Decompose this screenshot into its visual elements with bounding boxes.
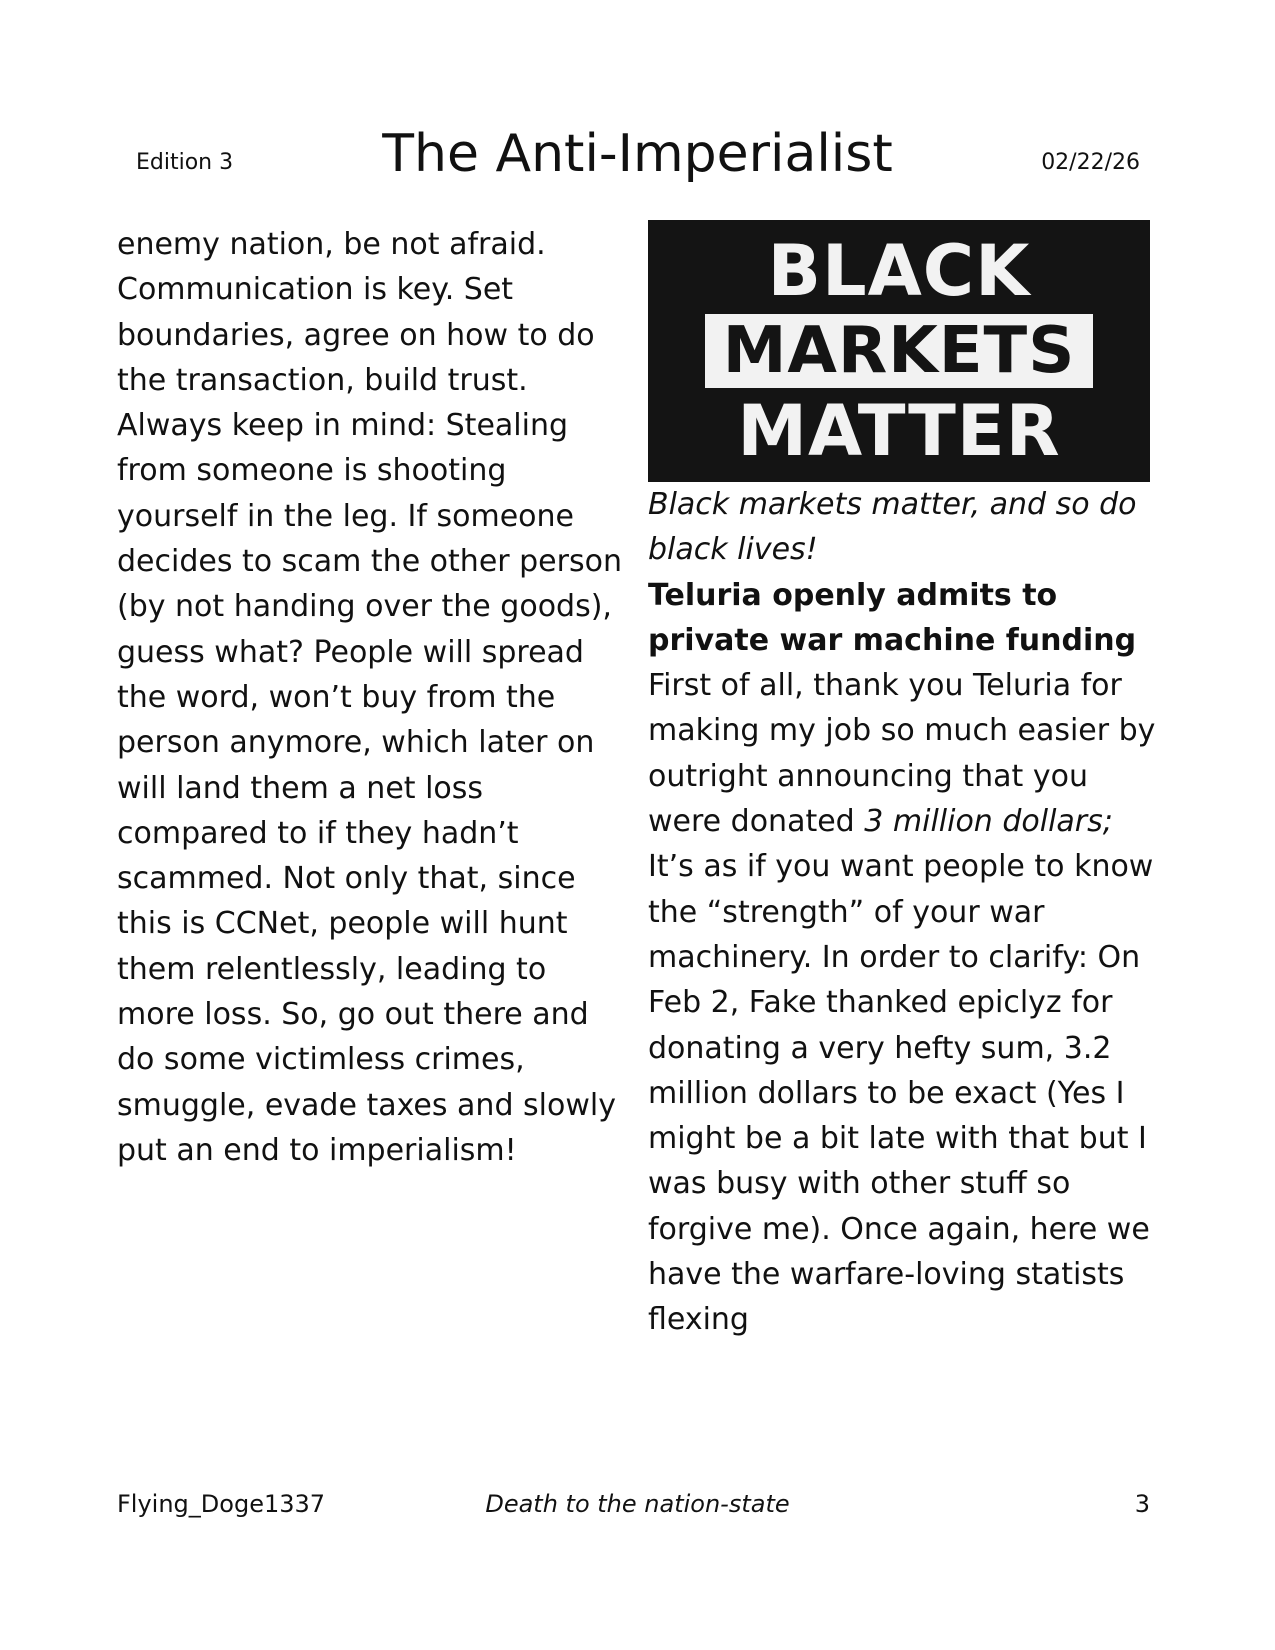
page-footer: [0, 1490, 1275, 1530]
article-body-end: It’s as if you want people to know the “strength” of your war machinery. In order to clarify: On Feb 2, Fake thanked epiclyz for donating a very hefty sum, 3.2 million dollars to be exact (Yes I might be a bit late with that but I was busy with other stuff so forgive me). Once again, here we have the warfare-loving statists flexing: [648, 849, 1154, 1338]
article-body-start: First of all, thank you Teluria for making my job so much easier by outright announcing that you were donated: [648, 668, 1156, 840]
left-column: [117, 222, 627, 1173]
issue-date: 02/22/26: [1041, 150, 1140, 175]
image-line-2: MARKETS: [705, 314, 1094, 388]
article-body-emphasis: 3 million dollars;: [864, 804, 1113, 840]
image-caption: Black markets matter, and so do black lives!: [648, 487, 1137, 568]
page-header: [0, 0, 1275, 210]
author-name: Flying_Doge1337: [117, 1490, 326, 1518]
image-line-1: BLACK: [767, 230, 1031, 312]
black-markets-matter-image: [648, 220, 1150, 482]
right-column: [648, 222, 1158, 1343]
footer-motto: Death to the nation-state: [485, 1490, 790, 1518]
article-headline: Teluria openly admits to private war machine funding: [648, 577, 1137, 658]
left-column-text: enemy nation, be not afraid. Communication is key. Set boundaries, agree on how to do the transaction, build trust. Always keep in mind: Stealing from someone is shooting yourself in the leg. If someone decides to scam the other person (by not handing over the goods), guess what? People will spread the word, won’t buy from the person anymore, which later on will land them a net loss compared to if they hadn’t scammed. Not only that, since this is CCNet, people will hunt them relentlessly, leading to more loss. So, go out there and do some victimless crimes, smuggle, evade taxes and slowly put an end to imperialism!: [117, 227, 622, 1168]
edition-label: Edition 3: [136, 150, 234, 175]
image-line-3: MATTER: [737, 390, 1061, 472]
article-body: [648, 663, 1158, 1342]
newspaper-title: The Anti-Imperialist: [382, 124, 893, 184]
page-number: 3: [1134, 1490, 1150, 1518]
